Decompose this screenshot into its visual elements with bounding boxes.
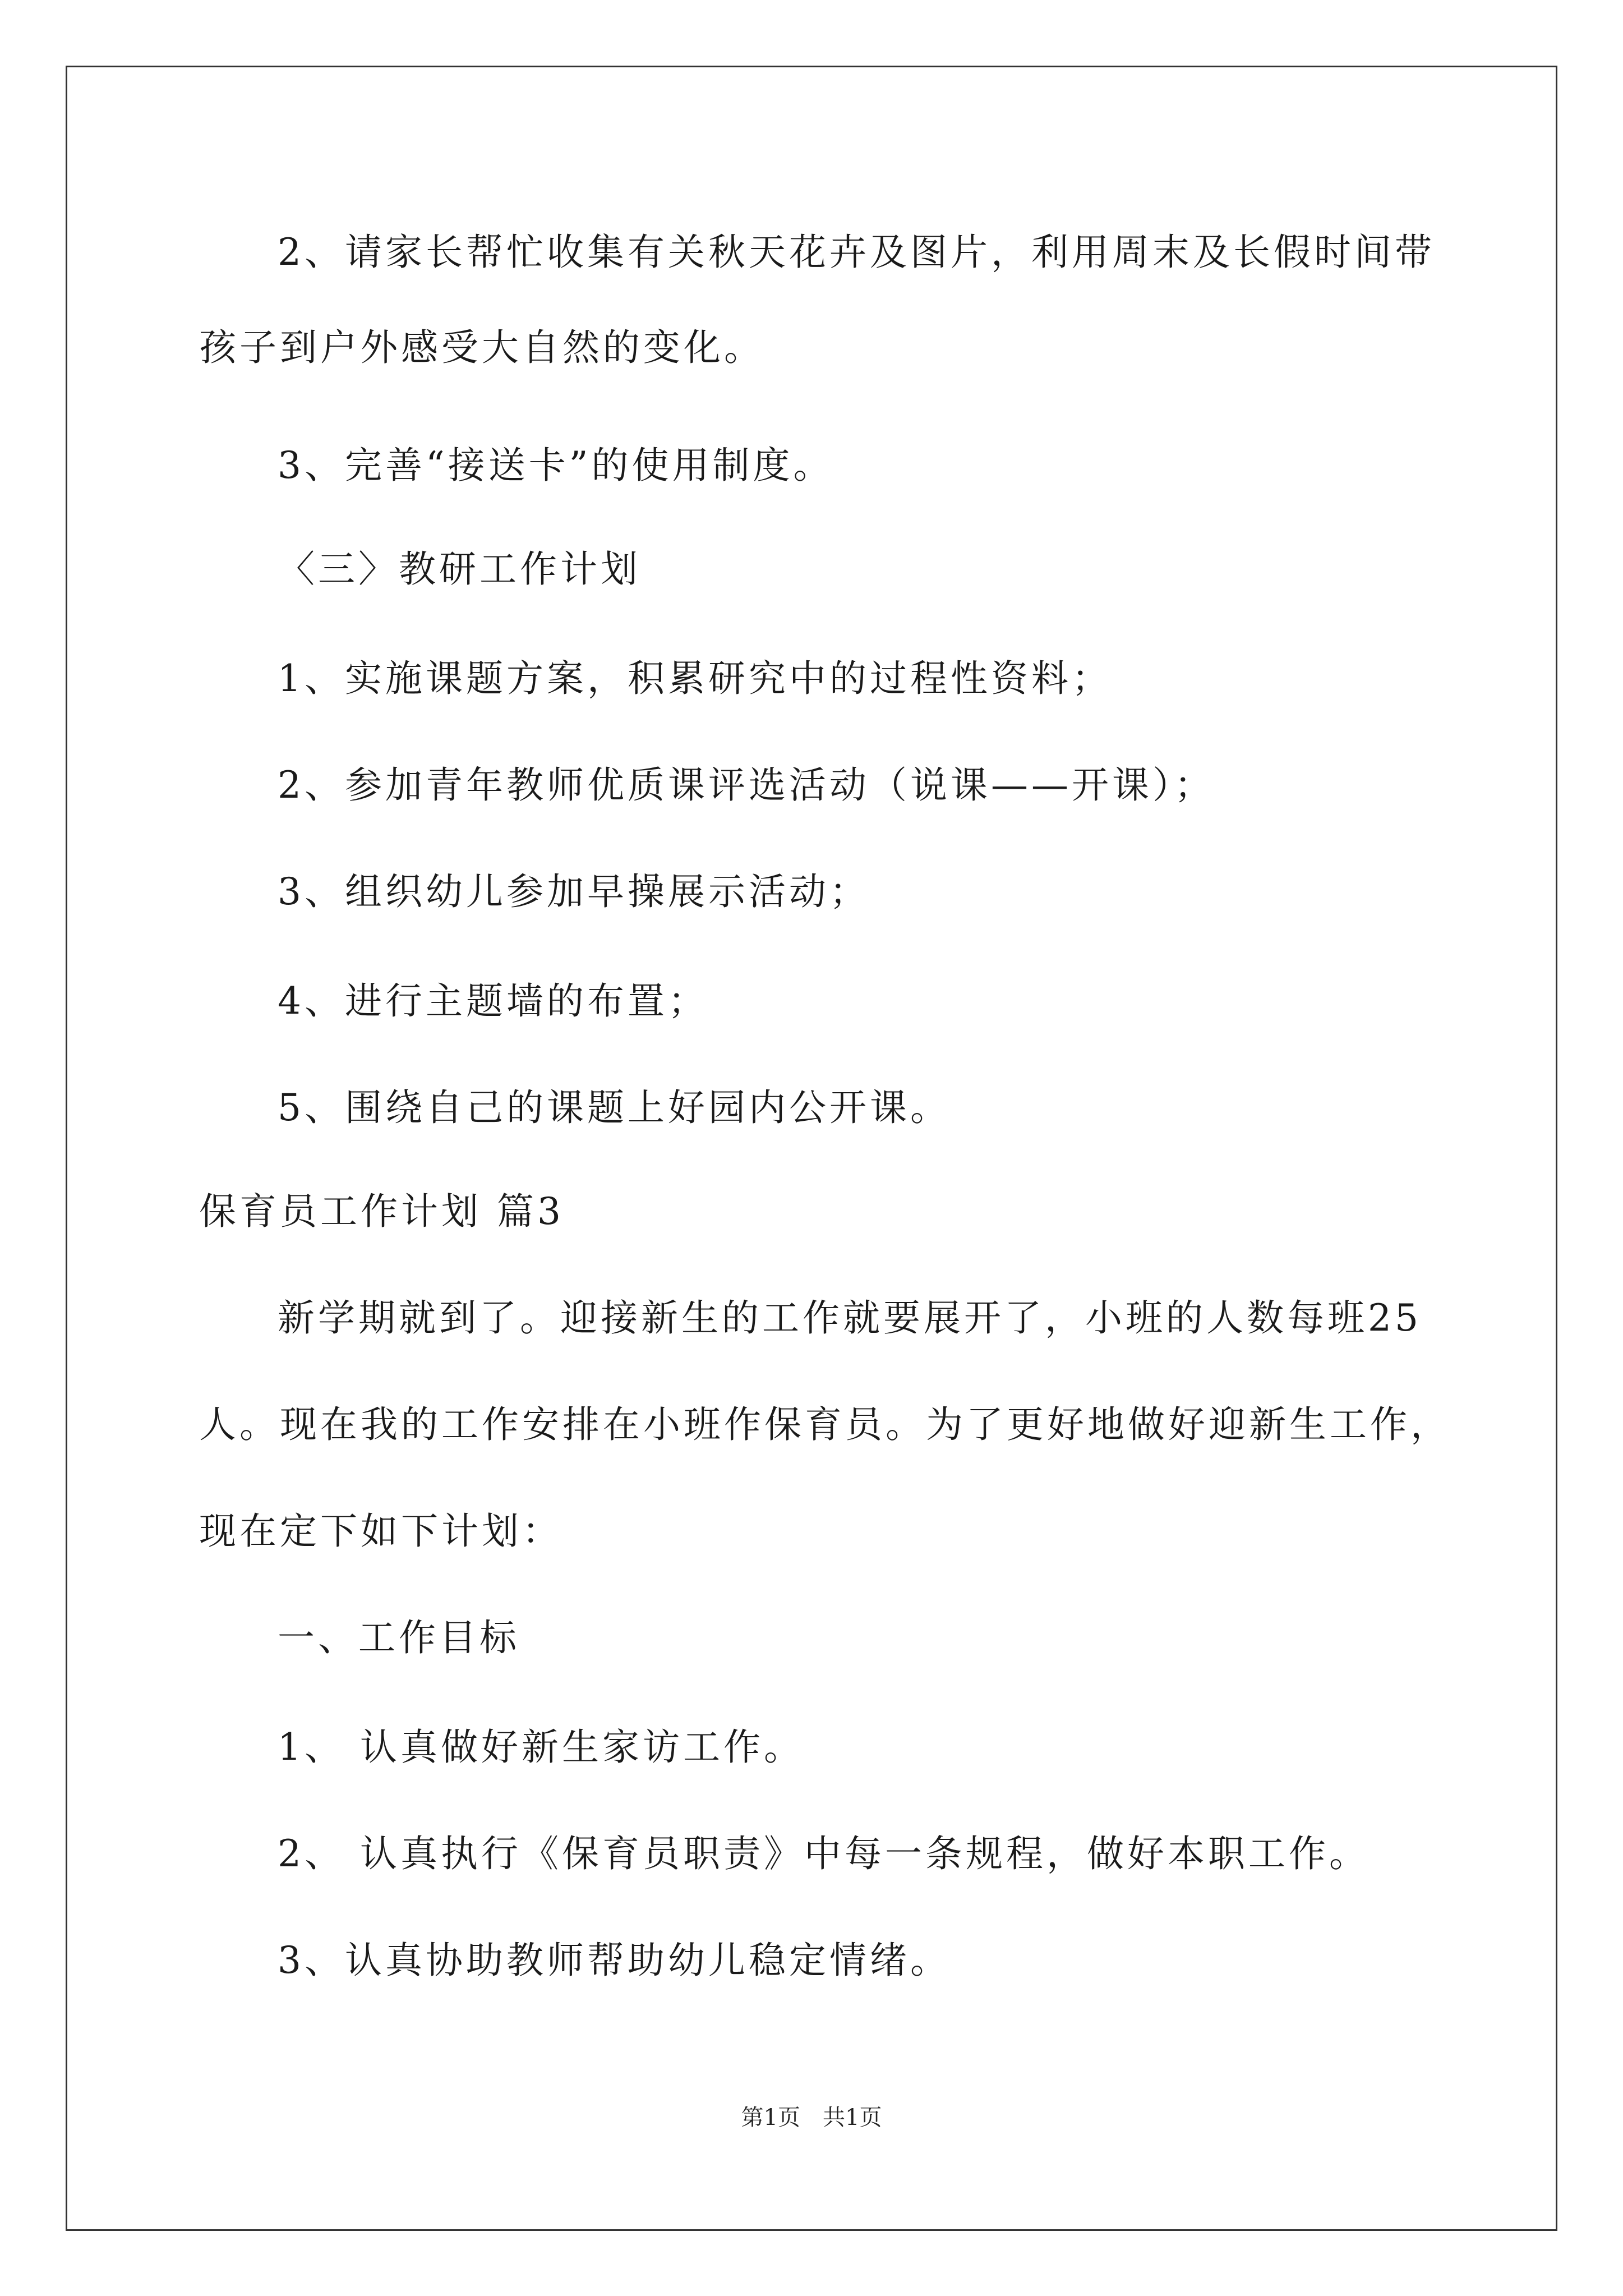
list-item: 2、 认真执行《保育员职责》中每一条规程，做好本职工作。: [278, 1832, 1370, 1875]
list-item: 1、 认真做好新生家访工作。: [278, 1726, 804, 1769]
paragraph-line: 现在定下如下计划：: [199, 1510, 562, 1553]
paragraph-line: 3、完善“接送卡”的使用制度。: [278, 444, 834, 487]
section-heading: 一、工作目标: [278, 1616, 520, 1659]
list-item: 2、参加青年教师优质课评选活动（说课——开课）；: [278, 763, 1215, 807]
page-number: 第1页 共1页: [741, 2105, 882, 2131]
paragraph-line: 人。现在我的工作安排在小班作保育员。为了更好地做好迎新生工作，: [199, 1403, 1451, 1446]
list-item: 3、组织幼儿参加早操展示活动；: [278, 870, 870, 913]
list-item: 4、进行主题墙的布置；: [278, 979, 708, 1023]
section-heading: 〈三〉教研工作计划: [278, 547, 641, 591]
list-item: 1、实施课题方案，积累研究中的过程性资料；: [278, 657, 1112, 700]
paragraph-line: 孩子到户外感受大自然的变化。: [199, 326, 764, 369]
paragraph-line: 2、请家长帮忙收集有关秋天花卉及图片，利用周末及长假时间带: [278, 231, 1435, 274]
article-heading: 保育员工作计划 篇3: [199, 1190, 564, 1233]
list-item: 3、认真协助教师帮助幼儿稳定情绪。: [278, 1939, 951, 1982]
paragraph-line: 新学期就到了。迎接新生的工作就要展开了，小班的人数每班25: [278, 1296, 1422, 1340]
list-item: 5、围绕自己的课题上好园内公开课。: [278, 1086, 951, 1129]
page-border: [66, 66, 1557, 2231]
